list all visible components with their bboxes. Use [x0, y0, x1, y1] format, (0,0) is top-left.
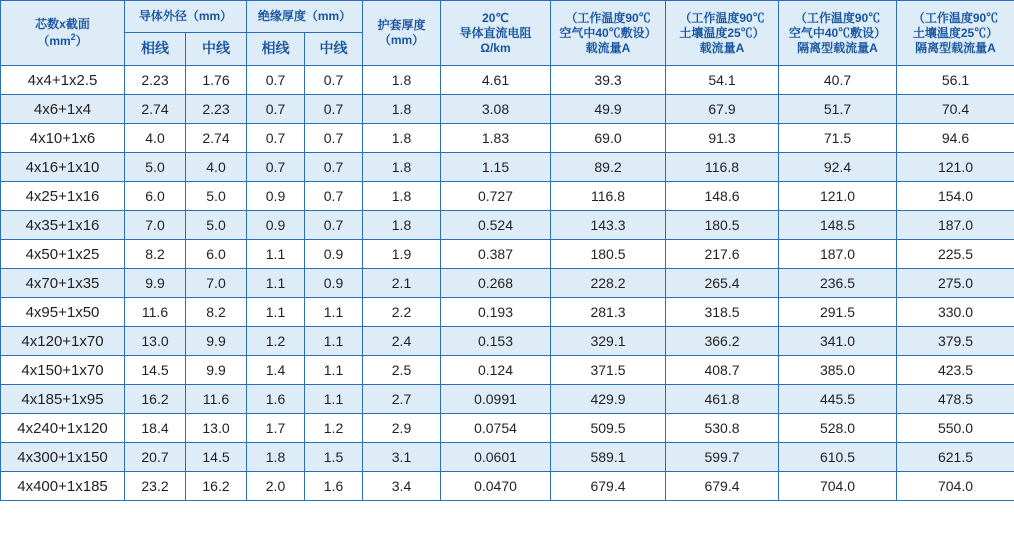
cell-value: 0.7 — [305, 211, 363, 240]
cell-value: 621.5 — [897, 443, 1014, 472]
cell-value: 1.4 — [247, 356, 305, 385]
cell-value: 7.0 — [125, 211, 186, 240]
cell-value: 49.9 — [551, 95, 666, 124]
cell-value: 429.9 — [551, 385, 666, 414]
cell-core-section: 4x6+1x4 — [1, 95, 125, 124]
cell-value: 11.6 — [125, 298, 186, 327]
cell-core-section: 4x25+1x16 — [1, 182, 125, 211]
cell-value: 0.727 — [441, 182, 551, 211]
cell-value: 9.9 — [125, 269, 186, 298]
cell-value: 610.5 — [779, 443, 897, 472]
cell-value: 1.1 — [305, 298, 363, 327]
table-row — [1, 443, 1014, 472]
table-row — [1, 269, 1014, 298]
header-core-section-unit: $(mm^2)$ — [37, 32, 88, 48]
cell-value: 379.5 — [897, 327, 1014, 356]
cell-value: 2.5 — [363, 356, 441, 385]
cell-value: 228.2 — [551, 269, 666, 298]
cell-value: 148.6 — [666, 182, 779, 211]
cell-value: 5.0 — [186, 182, 247, 211]
cell-value: 1.1 — [305, 327, 363, 356]
cell-value: 704.0 — [897, 472, 1014, 501]
table-row — [1, 124, 1014, 153]
cell-value: 3.1 — [363, 443, 441, 472]
cell-value: 0.7 — [305, 153, 363, 182]
cell-value: 154.0 — [897, 182, 1014, 211]
header-core-section — [1, 1, 125, 66]
cell-value: 13.0 — [125, 327, 186, 356]
cell-value: 0.524 — [441, 211, 551, 240]
cell-value: 509.5 — [551, 414, 666, 443]
header-insulation-phase: 相线 — [247, 33, 305, 66]
cell-value: 1.8 — [363, 182, 441, 211]
cell-value: 341.0 — [779, 327, 897, 356]
cell-value: 1.5 — [305, 443, 363, 472]
header-row-1 — [1, 1, 1014, 33]
cell-value: 371.5 — [551, 356, 666, 385]
cell-value: 148.5 — [779, 211, 897, 240]
cell-value: 366.2 — [666, 327, 779, 356]
table-row — [1, 472, 1014, 501]
cell-value: 291.5 — [779, 298, 897, 327]
cell-core-section: 4x300+1x150 — [1, 443, 125, 472]
cell-value: 5.0 — [186, 211, 247, 240]
cell-value: 2.74 — [186, 124, 247, 153]
table-row — [1, 211, 1014, 240]
header-ampacity-air-40: （工作温度90℃ 空气中40℃敷设） 载流量A — [551, 1, 666, 66]
header-ampacity-soil-25: （工作温度90℃ 土壤温度25℃） 载流量A — [666, 1, 779, 66]
cell-value: 236.5 — [779, 269, 897, 298]
cell-value: 116.8 — [666, 153, 779, 182]
cell-value: 1.15 — [441, 153, 551, 182]
table-row — [1, 182, 1014, 211]
cell-value: 2.23 — [186, 95, 247, 124]
cell-value: 0.193 — [441, 298, 551, 327]
cell-value: 0.0991 — [441, 385, 551, 414]
cell-value: 0.7 — [247, 66, 305, 95]
cell-value: 16.2 — [186, 472, 247, 501]
cell-value: 0.7 — [247, 153, 305, 182]
cell-value: 5.0 — [125, 153, 186, 182]
cell-value: 1.1 — [305, 356, 363, 385]
cell-value: 0.7 — [305, 182, 363, 211]
cell-value: 70.4 — [897, 95, 1014, 124]
cell-value: 329.1 — [551, 327, 666, 356]
cell-value: 461.8 — [666, 385, 779, 414]
cell-value: 281.3 — [551, 298, 666, 327]
header-core-section-line1: 芯数x截面 — [35, 17, 90, 31]
cell-value: 0.0601 — [441, 443, 551, 472]
cell-core-section: 4x16+1x10 — [1, 153, 125, 182]
header-conductor-outer-diameter: 导体外径（mm） — [125, 1, 247, 33]
cell-value: 2.1 — [363, 269, 441, 298]
table-row — [1, 414, 1014, 443]
cell-value: 1.6 — [247, 385, 305, 414]
table-row — [1, 327, 1014, 356]
cell-value: 2.4 — [363, 327, 441, 356]
cell-value: 2.2 — [363, 298, 441, 327]
cell-value: 13.0 — [186, 414, 247, 443]
cell-value: 40.7 — [779, 66, 897, 95]
cell-value: 121.0 — [779, 182, 897, 211]
cell-core-section: 4x240+1x120 — [1, 414, 125, 443]
header-insulation-neutral: 中线 — [305, 33, 363, 66]
table-row — [1, 385, 1014, 414]
cell-value: 8.2 — [186, 298, 247, 327]
cell-value: 67.9 — [666, 95, 779, 124]
cell-value: 225.5 — [897, 240, 1014, 269]
cell-value: 9.9 — [186, 356, 247, 385]
cell-value: 69.0 — [551, 124, 666, 153]
table-row — [1, 95, 1014, 124]
header-sheath-thickness: 护套厚度 （mm） — [363, 1, 441, 66]
table-header — [1, 1, 1014, 66]
cell-value: 6.0 — [186, 240, 247, 269]
cell-value: 180.5 — [666, 211, 779, 240]
cell-value: 187.0 — [897, 211, 1014, 240]
cell-value: 0.7 — [247, 95, 305, 124]
cell-value: 56.1 — [897, 66, 1014, 95]
cell-value: 550.0 — [897, 414, 1014, 443]
cell-value: 4.0 — [125, 124, 186, 153]
cell-value: 1.1 — [247, 298, 305, 327]
cell-value: 3.08 — [441, 95, 551, 124]
cell-value: 1.8 — [247, 443, 305, 472]
cell-value: 89.2 — [551, 153, 666, 182]
cell-value: 1.9 — [363, 240, 441, 269]
cell-value: 2.23 — [125, 66, 186, 95]
cell-value: 1.2 — [247, 327, 305, 356]
cell-core-section: 4x185+1x95 — [1, 385, 125, 414]
cell-value: 1.1 — [247, 240, 305, 269]
cell-value: 91.3 — [666, 124, 779, 153]
cell-value: 0.387 — [441, 240, 551, 269]
table-row — [1, 298, 1014, 327]
cell-value: 478.5 — [897, 385, 1014, 414]
cell-value: 1.8 — [363, 211, 441, 240]
cell-value: 71.5 — [779, 124, 897, 153]
cell-core-section: 4x150+1x70 — [1, 356, 125, 385]
cell-value: 528.0 — [779, 414, 897, 443]
cell-value: 187.0 — [779, 240, 897, 269]
header-outer-diameter-phase: 相线 — [125, 33, 186, 66]
cell-value: 0.9 — [247, 211, 305, 240]
cell-value: 1.6 — [305, 472, 363, 501]
cell-value: 0.124 — [441, 356, 551, 385]
cell-value: 0.9 — [305, 269, 363, 298]
cell-value: 275.0 — [897, 269, 1014, 298]
cell-value: 408.7 — [666, 356, 779, 385]
cell-core-section: 4x10+1x6 — [1, 124, 125, 153]
cell-value: 3.4 — [363, 472, 441, 501]
cell-value: 330.0 — [897, 298, 1014, 327]
table-row — [1, 153, 1014, 182]
cell-value: 385.0 — [779, 356, 897, 385]
cell-value: 704.0 — [779, 472, 897, 501]
header-ampacity-soil-25-isolated: （工作温度90℃ 土壤温度25℃） 隔离型载流量A — [897, 1, 1014, 66]
cell-value: 1.2 — [305, 414, 363, 443]
cell-value: 217.6 — [666, 240, 779, 269]
cell-value: 1.1 — [247, 269, 305, 298]
header-insulation-thickness: 绝缘厚度（mm） — [247, 1, 363, 33]
cell-value: 6.0 — [125, 182, 186, 211]
cell-value: 180.5 — [551, 240, 666, 269]
header-outer-diameter-neutral: 中线 — [186, 33, 247, 66]
cell-value: 589.1 — [551, 443, 666, 472]
cell-core-section: 4x50+1x25 — [1, 240, 125, 269]
header-dc-resistance: 20℃ 导体直流电阻 Ω/km — [441, 1, 551, 66]
cell-value: 143.3 — [551, 211, 666, 240]
cell-value: 0.7 — [305, 124, 363, 153]
cell-value: 0.268 — [441, 269, 551, 298]
cell-value: 679.4 — [551, 472, 666, 501]
cell-value: 679.4 — [666, 472, 779, 501]
cell-value: 16.2 — [125, 385, 186, 414]
cell-value: 0.153 — [441, 327, 551, 356]
cell-core-section: 4x400+1x185 — [1, 472, 125, 501]
cell-value: 0.7 — [305, 95, 363, 124]
cell-value: 121.0 — [897, 153, 1014, 182]
cell-value: 9.9 — [186, 327, 247, 356]
cell-value: 0.7 — [247, 124, 305, 153]
cell-value: 20.7 — [125, 443, 186, 472]
cell-value: 1.8 — [363, 124, 441, 153]
cell-value: 1.8 — [363, 95, 441, 124]
header-ampacity-air-40-isolated: （工作温度90℃ 空气中40℃敷设） 隔离型载流量A — [779, 1, 897, 66]
cell-value: 4.61 — [441, 66, 551, 95]
cell-value: 445.5 — [779, 385, 897, 414]
cell-core-section: 4x95+1x50 — [1, 298, 125, 327]
cell-value: 1.7 — [247, 414, 305, 443]
cell-value: 423.5 — [897, 356, 1014, 385]
table-row — [1, 356, 1014, 385]
cell-value: 14.5 — [125, 356, 186, 385]
cell-value: 530.8 — [666, 414, 779, 443]
cell-value: 4.0 — [186, 153, 247, 182]
table-row — [1, 66, 1014, 95]
cell-value: 94.6 — [897, 124, 1014, 153]
cell-value: 599.7 — [666, 443, 779, 472]
cell-value: 1.8 — [363, 66, 441, 95]
cell-value: 0.9 — [305, 240, 363, 269]
table-body — [1, 66, 1014, 501]
cell-core-section: 4x35+1x16 — [1, 211, 125, 240]
cell-value: 1.76 — [186, 66, 247, 95]
cell-value: 23.2 — [125, 472, 186, 501]
cell-core-section: 4x4+1x2.5 — [1, 66, 125, 95]
cell-value: 2.9 — [363, 414, 441, 443]
cell-value: 318.5 — [666, 298, 779, 327]
cell-value: 7.0 — [186, 269, 247, 298]
cell-value: 14.5 — [186, 443, 247, 472]
cell-value: 116.8 — [551, 182, 666, 211]
cell-core-section: 4x70+1x35 — [1, 269, 125, 298]
cell-value: 0.0754 — [441, 414, 551, 443]
cell-core-section: 4x120+1x70 — [1, 327, 125, 356]
cell-value: 92.4 — [779, 153, 897, 182]
cell-value: 18.4 — [125, 414, 186, 443]
cell-value: 2.7 — [363, 385, 441, 414]
cell-value: 0.0470 — [441, 472, 551, 501]
cell-value: 8.2 — [125, 240, 186, 269]
cell-value: 11.6 — [186, 385, 247, 414]
cell-value: 0.9 — [247, 182, 305, 211]
cell-value: 1.83 — [441, 124, 551, 153]
cell-value: 2.0 — [247, 472, 305, 501]
cell-value: 51.7 — [779, 95, 897, 124]
cell-value: 54.1 — [666, 66, 779, 95]
cell-value: 39.3 — [551, 66, 666, 95]
cell-value: 1.8 — [363, 153, 441, 182]
cell-value: 0.7 — [305, 66, 363, 95]
cell-value: 265.4 — [666, 269, 779, 298]
cell-value: 2.74 — [125, 95, 186, 124]
cell-value: 1.1 — [305, 385, 363, 414]
table-row — [1, 240, 1014, 269]
